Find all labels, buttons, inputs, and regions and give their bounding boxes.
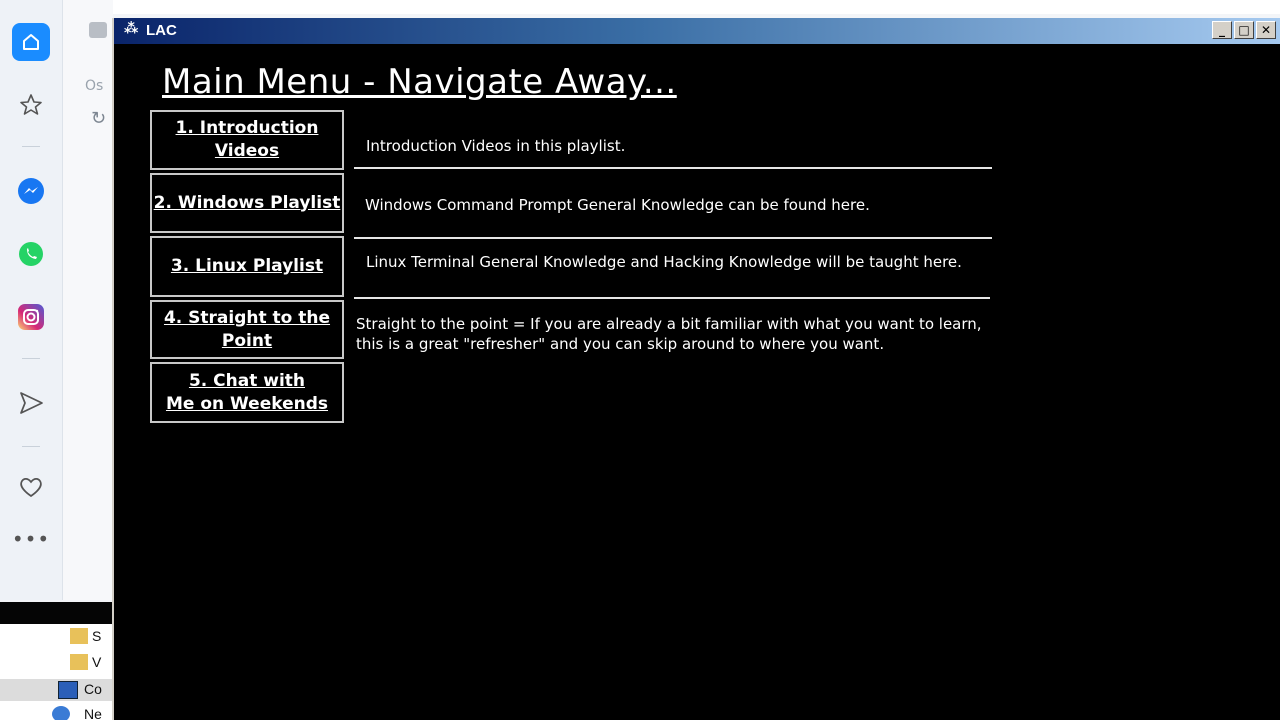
description-linux: Linux Terminal General Knowledge and Hacking Knowledge will be taught here. — [366, 253, 962, 271]
divider — [354, 167, 992, 169]
menu-button-label: 2. Windows Playlist — [153, 192, 341, 213]
folder-icon — [70, 654, 88, 670]
sidebar-divider — [22, 358, 40, 359]
divider — [354, 237, 992, 239]
list-item[interactable]: Co — [0, 679, 112, 701]
star-icon[interactable] — [12, 86, 50, 124]
explorer-header-bar — [0, 602, 112, 624]
browser-top-strip — [0, 0, 1280, 14]
menu-button-label: 1. Introduction Videos — [175, 118, 319, 161]
instagram-icon[interactable] — [12, 298, 50, 336]
list-item[interactable]: S — [0, 626, 112, 648]
heart-icon[interactable] — [12, 468, 50, 506]
maximize-button[interactable]: □ — [1234, 21, 1254, 39]
lac-window — [112, 18, 1280, 720]
refresh-icon[interactable]: ↻ — [91, 108, 107, 129]
divider — [354, 297, 990, 299]
more-icon[interactable]: ••• — [11, 527, 51, 551]
menu-button-label: 5. Chat with Me on Weekends — [165, 370, 329, 414]
folder-icon — [70, 628, 88, 644]
messenger-icon[interactable] — [12, 172, 50, 210]
whatsapp-icon[interactable] — [12, 235, 50, 273]
menu-button-straight-to-the-point[interactable] — [150, 300, 344, 359]
explorer-tree — [0, 624, 112, 720]
app-icon: ⁂ — [124, 21, 139, 37]
menu-button-chat-weekends[interactable] — [150, 362, 344, 423]
list-item[interactable]: Ne — [0, 704, 112, 720]
window-controls — [1212, 21, 1276, 39]
description-introduction: Introduction Videos in this playlist. — [366, 137, 626, 155]
browser-sidebar — [0, 0, 63, 600]
menu-button-label: 3. Linux Playlist — [170, 256, 324, 276]
send-icon[interactable] — [12, 384, 50, 422]
menu-button-introduction-videos[interactable] — [150, 110, 344, 170]
list-item[interactable]: V — [0, 652, 112, 674]
window-title: LAC — [146, 22, 177, 39]
page-title: Main Menu - Navigate Away... — [162, 62, 677, 102]
background-browser-panel — [63, 0, 113, 600]
menu-button-label: 4. Straight to the Point — [163, 307, 331, 351]
network-icon — [52, 706, 70, 720]
close-button[interactable]: ✕ — [1256, 21, 1276, 39]
description-straight-to-point: Straight to the point = If you are already a bit familiar with what you want to learn, this is a great "refresher" and you can skip around to where you want. — [356, 315, 982, 353]
computer-icon — [58, 681, 78, 699]
description-windows: Windows Command Prompt General Knowledge can be found here. — [365, 196, 870, 214]
sidebar-divider — [22, 446, 40, 447]
menu-button-linux-playlist[interactable] — [150, 236, 344, 297]
window-titlebar[interactable] — [114, 18, 1280, 44]
menu-button-windows-playlist[interactable] — [150, 173, 344, 233]
sidebar-divider — [22, 146, 40, 147]
background-text: Os — [85, 78, 104, 94]
minimize-button[interactable]: _ — [1212, 21, 1232, 39]
home-icon[interactable] — [12, 23, 50, 61]
tab-icon — [89, 22, 107, 38]
